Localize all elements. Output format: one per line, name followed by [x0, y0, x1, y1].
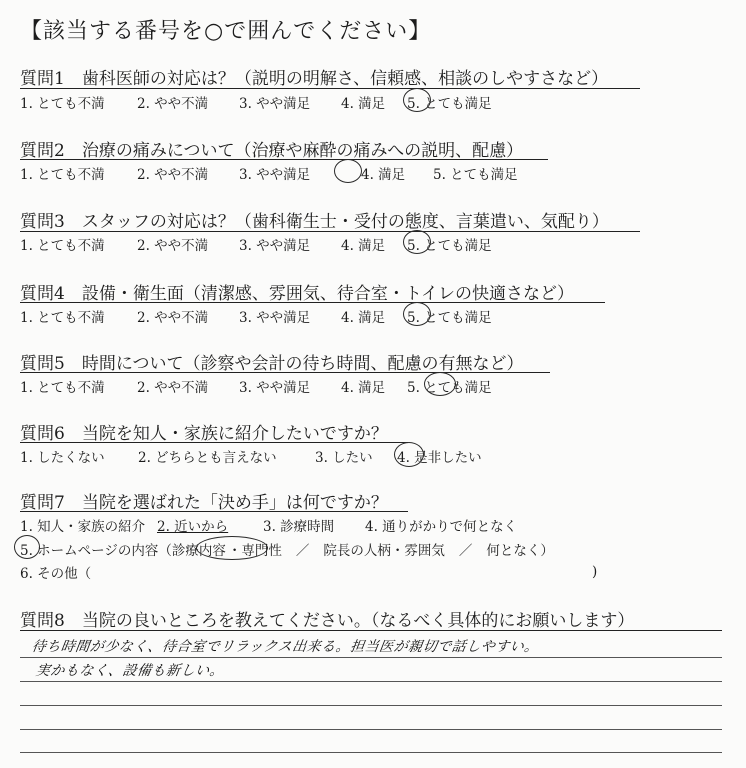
q2-option-2[interactable]: 2. やや不満 — [137, 167, 209, 183]
question-5-underline — [20, 372, 550, 373]
q5-option-1[interactable]: 1. とても不満 — [20, 380, 105, 396]
q2-selection-circle — [334, 159, 362, 183]
question-6-title: 質問6 当院を知人・家族に紹介したいですか？ — [20, 424, 388, 444]
q2-option-5[interactable]: 5. とても満足 — [433, 167, 518, 183]
q7-item-senmon[interactable]: ・専門性 — [227, 543, 282, 559]
q7-item-circle — [196, 536, 268, 560]
question-5-title: 質問5 時間について（診察や会計の待ち時間、配慮の有無など） — [20, 354, 524, 374]
q3-option-5[interactable]: 5. とても満足 — [407, 238, 492, 254]
q8-answer-line-1[interactable]: 待ち時間が少なく、待合室でリラックス出来る。担当医が親切で話しやすい。 — [30, 639, 540, 655]
question-8-underline — [20, 630, 722, 631]
question-2-options — [20, 163, 518, 183]
q4-option-3[interactable]: 3. やや満足 — [239, 310, 311, 326]
question-1-underline — [20, 88, 640, 89]
q2-option-1[interactable]: 1. とても不満 — [20, 167, 105, 183]
q7-option-1[interactable]: 1. 知人・家族の紹介 — [20, 519, 146, 535]
q7-option-5[interactable]: 5. ホームページの内容（ — [20, 543, 172, 559]
q3-option-3[interactable]: 3. やや満足 — [239, 238, 311, 254]
q7-option-4[interactable]: 4. 通りがかりで何となく — [365, 519, 518, 535]
q5-option-5[interactable]: 5. とても満足 — [407, 380, 492, 396]
answer-rule-5 — [20, 752, 722, 753]
q4-option-4[interactable]: 4. 満足 — [341, 310, 386, 326]
q3-selection-circle — [403, 230, 431, 254]
q7-other-close: ) — [592, 564, 598, 580]
q5-option-3[interactable]: 3. やや満足 — [239, 380, 311, 396]
q6-option-2[interactable]: 2. どちらとも言えない — [138, 450, 277, 466]
q4-option-2[interactable]: 2. やや不満 — [137, 310, 209, 326]
question-5-options — [20, 376, 492, 396]
q6-option-1[interactable]: 1. したくない — [20, 450, 105, 466]
question-7-underline — [20, 511, 408, 512]
answer-rule-1 — [20, 657, 722, 658]
q4-option-1[interactable]: 1. とても不満 — [20, 310, 105, 326]
q4-selection-circle — [403, 302, 431, 326]
q7-selection-circle-5 — [14, 535, 40, 559]
q6-option-3[interactable]: 3. したい — [315, 450, 373, 466]
q3-option-1[interactable]: 1. とても不満 — [20, 238, 105, 254]
q1-option-1[interactable]: 1. とても不満 — [20, 96, 105, 112]
answer-rule-3 — [20, 705, 722, 706]
question-6-underline — [20, 442, 408, 443]
q7-item-jinbutsu[interactable]: 院長の人柄・雰囲気 — [323, 543, 445, 559]
q7-option-3[interactable]: 3. 診療時間 — [263, 519, 335, 535]
q7-separator-1: ／ — [295, 543, 310, 559]
question-7-row-2 — [20, 539, 554, 559]
q7-separator-2: ／ — [458, 543, 473, 559]
answer-rule-4 — [20, 729, 722, 730]
q6-option-4[interactable]: 4. 是非したい — [397, 450, 482, 466]
q1-option-3[interactable]: 3. やや満足 — [239, 96, 311, 112]
q3-option-2[interactable]: 2. やや不満 — [137, 238, 209, 254]
question-2-underline — [20, 159, 548, 160]
q7-option-2[interactable]: 2. 近いから — [157, 519, 229, 535]
q4-option-5[interactable]: 5. とても満足 — [407, 310, 492, 326]
q7-item-shinryo[interactable]: 診療内容 — [171, 543, 226, 559]
page-title: 【該当する番号を○で囲んでください】 — [20, 19, 432, 44]
question-7-title: 質問7 当院を選ばれた「決め手」は何ですか？ — [20, 493, 388, 513]
question-8-title: 質問8 当院の良いところを教えてください。（なるべく具体的にお願いします） — [20, 611, 635, 631]
q1-option-4[interactable]: 4. 満足 — [341, 96, 386, 112]
q3-option-4[interactable]: 4. 満足 — [341, 238, 386, 254]
question-7-row-1 — [20, 515, 517, 535]
q5-option-2[interactable]: 2. やや不満 — [137, 380, 209, 396]
question-4-title: 質問4 設備・衛生面（清潔感、雰囲気、待合室・トイレの快適さなど） — [20, 284, 574, 304]
q1-selection-circle — [403, 88, 431, 112]
q1-option-5[interactable]: 5. とても満足 — [407, 96, 492, 112]
q6-selection-circle — [394, 442, 424, 467]
answer-rule-2 — [20, 681, 722, 682]
q7-item-nantonaku[interactable]: 何となく） — [486, 543, 554, 559]
question-3-underline — [20, 231, 640, 232]
question-2-title: 質問2 治療の痛みについて（治療や麻酔の痛みへの説明、配慮） — [20, 141, 524, 161]
q5-option-4[interactable]: 4. 満足 — [341, 380, 386, 396]
q2-option-4[interactable]: 4. 満足 — [361, 167, 406, 183]
q1-option-2[interactable]: 2. やや不満 — [137, 96, 209, 112]
q7-option-6[interactable]: 6. その他（ — [20, 566, 92, 582]
q8-answer-line-2[interactable]: 実かもなく、設備も新しい。 — [34, 663, 226, 679]
question-3-title: 質問3 スタッフの対応は？（歯科衛生士・受付の態度、言葉遣い、気配り） — [20, 212, 609, 232]
question-4-underline — [20, 302, 605, 303]
q5-selection-circle — [424, 372, 456, 396]
question-1-title: 質問1 歯科医師の対応は？（説明の明解さ、信頼感、相談のしやすさなど） — [20, 69, 609, 89]
question-7-row-3 — [20, 562, 91, 582]
q2-option-3[interactable]: 3. やや満足 — [239, 167, 311, 183]
